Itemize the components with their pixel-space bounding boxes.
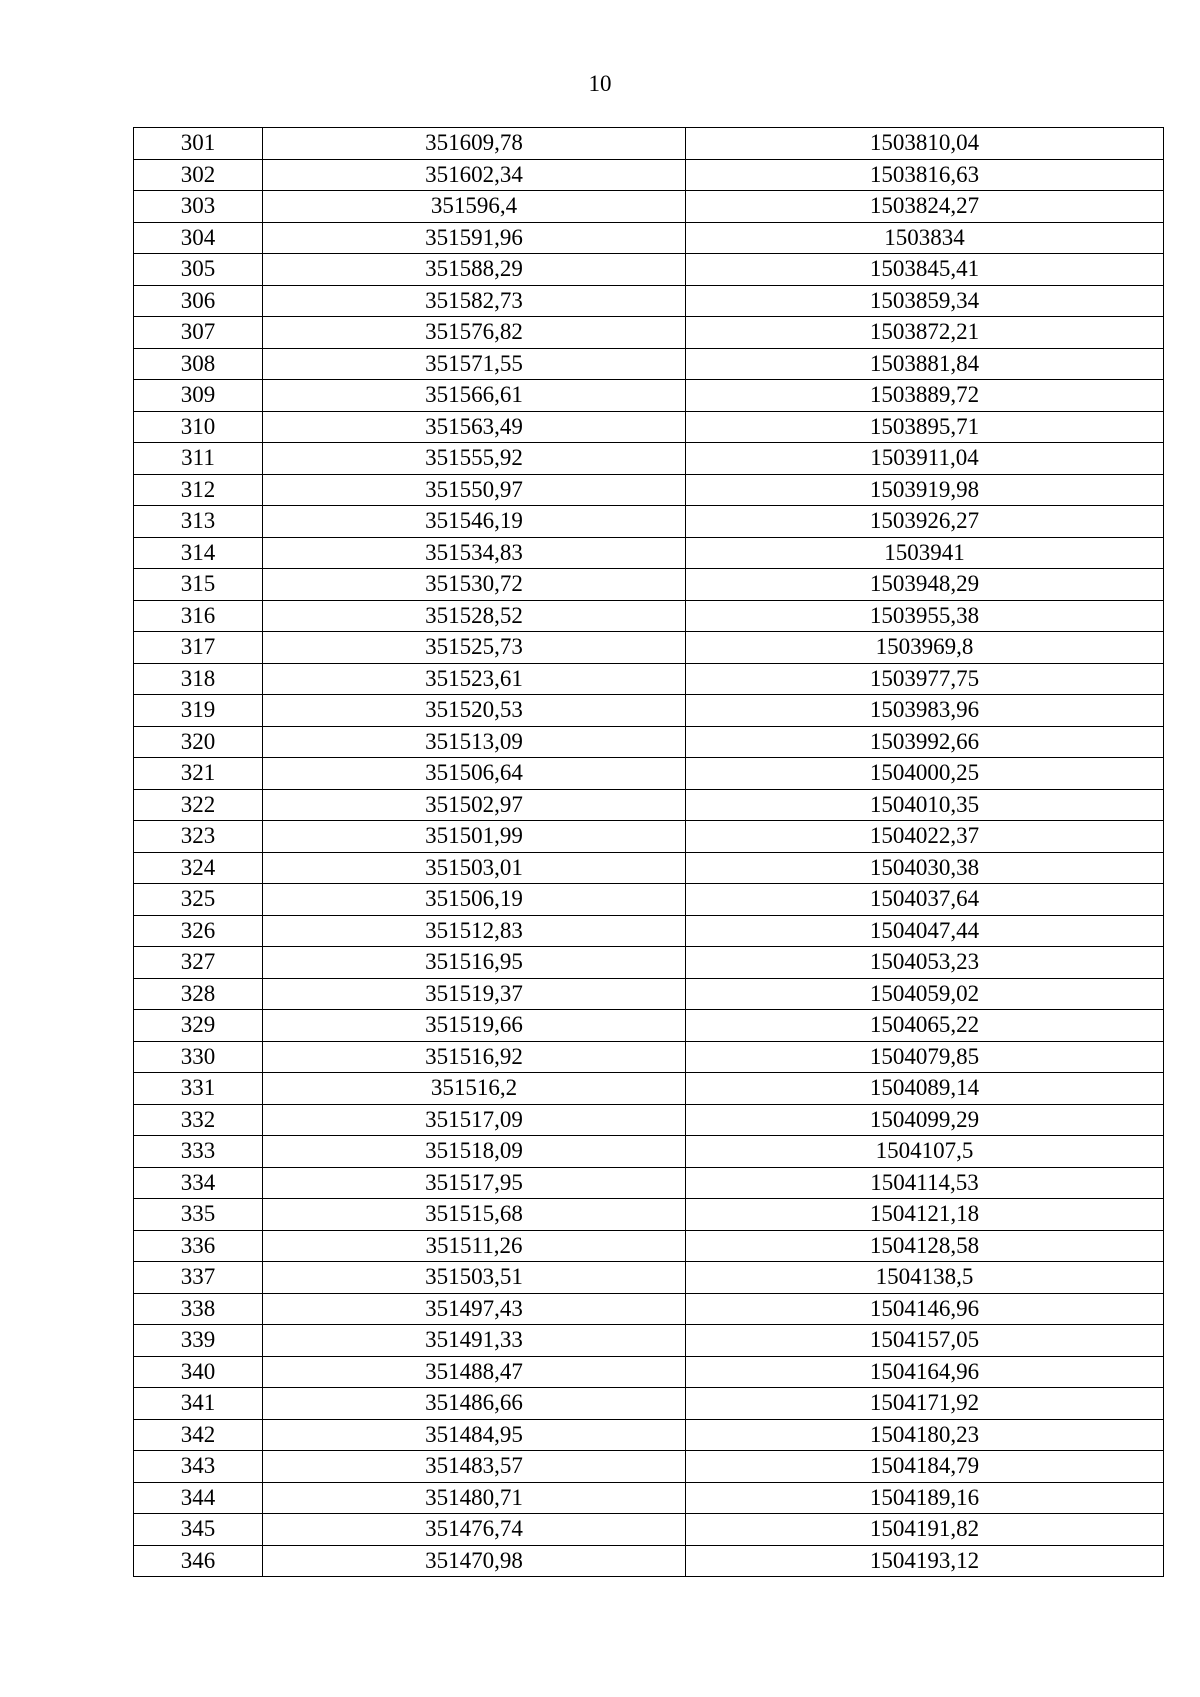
- x-coordinate-cell: 351516,95: [263, 947, 686, 979]
- table-row: [134, 600, 1164, 632]
- point-number-cell: 329: [134, 1010, 263, 1042]
- table-row: [134, 254, 1164, 286]
- point-number-cell: 310: [134, 411, 263, 443]
- x-coordinate-cell: 351476,74: [263, 1514, 686, 1546]
- x-coordinate-cell: 351488,47: [263, 1356, 686, 1388]
- table-row: [134, 443, 1164, 475]
- table-row: [134, 726, 1164, 758]
- point-number-cell: 343: [134, 1451, 263, 1483]
- point-number-cell: 332: [134, 1104, 263, 1136]
- y-coordinate-cell: 1503911,04: [686, 443, 1164, 475]
- x-coordinate-cell: 351516,2: [263, 1073, 686, 1105]
- y-coordinate-cell: 1504065,22: [686, 1010, 1164, 1042]
- point-number-cell: 328: [134, 978, 263, 1010]
- x-coordinate-cell: 351555,92: [263, 443, 686, 475]
- x-coordinate-cell: 351596,4: [263, 191, 686, 223]
- point-number-cell: 325: [134, 884, 263, 916]
- x-coordinate-cell: 351528,52: [263, 600, 686, 632]
- table-row: [134, 1136, 1164, 1168]
- x-coordinate-cell: 351480,71: [263, 1482, 686, 1514]
- table-row: [134, 317, 1164, 349]
- point-number-cell: 326: [134, 915, 263, 947]
- table-row: [134, 632, 1164, 664]
- point-number-cell: 312: [134, 474, 263, 506]
- point-number-cell: 336: [134, 1230, 263, 1262]
- table-row: [134, 1041, 1164, 1073]
- y-coordinate-cell: 1503926,27: [686, 506, 1164, 538]
- point-number-cell: 323: [134, 821, 263, 853]
- x-coordinate-cell: 351506,64: [263, 758, 686, 790]
- y-coordinate-cell: 1504107,5: [686, 1136, 1164, 1168]
- table-row: [134, 789, 1164, 821]
- table-row: [134, 663, 1164, 695]
- table-row: [134, 821, 1164, 853]
- y-coordinate-cell: 1504000,25: [686, 758, 1164, 790]
- x-coordinate-cell: 351513,09: [263, 726, 686, 758]
- point-number-cell: 331: [134, 1073, 263, 1105]
- table-row: [134, 884, 1164, 916]
- x-coordinate-cell: 351470,98: [263, 1545, 686, 1577]
- y-coordinate-cell: 1504184,79: [686, 1451, 1164, 1483]
- point-number-cell: 305: [134, 254, 263, 286]
- x-coordinate-cell: 351523,61: [263, 663, 686, 695]
- point-number-cell: 316: [134, 600, 263, 632]
- x-coordinate-cell: 351534,83: [263, 537, 686, 569]
- point-number-cell: 317: [134, 632, 263, 664]
- point-number-cell: 327: [134, 947, 263, 979]
- x-coordinate-cell: 351516,92: [263, 1041, 686, 1073]
- y-coordinate-cell: 1504157,05: [686, 1325, 1164, 1357]
- y-coordinate-cell: 1503872,21: [686, 317, 1164, 349]
- x-coordinate-cell: 351550,97: [263, 474, 686, 506]
- table-row: [134, 159, 1164, 191]
- x-coordinate-cell: 351609,78: [263, 128, 686, 160]
- point-number-cell: 346: [134, 1545, 263, 1577]
- x-coordinate-cell: 351503,01: [263, 852, 686, 884]
- table-row: [134, 852, 1164, 884]
- point-number-cell: 309: [134, 380, 263, 412]
- table-row: [134, 222, 1164, 254]
- table-row: [134, 1073, 1164, 1105]
- x-coordinate-cell: 351546,19: [263, 506, 686, 538]
- point-number-cell: 306: [134, 285, 263, 317]
- point-number-cell: 302: [134, 159, 263, 191]
- y-coordinate-cell: 1503977,75: [686, 663, 1164, 695]
- table-row: [134, 128, 1164, 160]
- y-coordinate-cell: 1504138,5: [686, 1262, 1164, 1294]
- y-coordinate-cell: 1504180,23: [686, 1419, 1164, 1451]
- table-row: [134, 1010, 1164, 1042]
- y-coordinate-cell: 1504047,44: [686, 915, 1164, 947]
- point-number-cell: 304: [134, 222, 263, 254]
- x-coordinate-cell: 351503,51: [263, 1262, 686, 1294]
- point-number-cell: 339: [134, 1325, 263, 1357]
- table-row: [134, 758, 1164, 790]
- y-coordinate-cell: 1504037,64: [686, 884, 1164, 916]
- y-coordinate-cell: 1503816,63: [686, 159, 1164, 191]
- page-number: 10: [588, 71, 612, 96]
- table-row: [134, 1482, 1164, 1514]
- x-coordinate-cell: 351515,68: [263, 1199, 686, 1231]
- point-number-cell: 322: [134, 789, 263, 821]
- table-row: [134, 506, 1164, 538]
- x-coordinate-cell: 351501,99: [263, 821, 686, 853]
- y-coordinate-cell: 1503845,41: [686, 254, 1164, 286]
- point-number-cell: 321: [134, 758, 263, 790]
- point-number-cell: 340: [134, 1356, 263, 1388]
- coordinates-table: [133, 127, 1164, 1577]
- y-coordinate-cell: 1504191,82: [686, 1514, 1164, 1546]
- table-row: [134, 1230, 1164, 1262]
- table-row: [134, 1325, 1164, 1357]
- x-coordinate-cell: 351530,72: [263, 569, 686, 601]
- point-number-cell: 333: [134, 1136, 263, 1168]
- y-coordinate-cell: 1503834: [686, 222, 1164, 254]
- point-number-cell: 342: [134, 1419, 263, 1451]
- y-coordinate-cell: 1504059,02: [686, 978, 1164, 1010]
- x-coordinate-cell: 351512,83: [263, 915, 686, 947]
- x-coordinate-cell: 351502,97: [263, 789, 686, 821]
- y-coordinate-cell: 1504010,35: [686, 789, 1164, 821]
- x-coordinate-cell: 351566,61: [263, 380, 686, 412]
- point-number-cell: 334: [134, 1167, 263, 1199]
- y-coordinate-cell: 1503941: [686, 537, 1164, 569]
- point-number-cell: 341: [134, 1388, 263, 1420]
- x-coordinate-cell: 351591,96: [263, 222, 686, 254]
- point-number-cell: 307: [134, 317, 263, 349]
- y-coordinate-cell: 1504189,16: [686, 1482, 1164, 1514]
- y-coordinate-cell: 1504193,12: [686, 1545, 1164, 1577]
- x-coordinate-cell: 351582,73: [263, 285, 686, 317]
- table-row: [134, 1104, 1164, 1136]
- point-number-cell: 330: [134, 1041, 263, 1073]
- coordinates-table-body: [134, 128, 1164, 1577]
- x-coordinate-cell: 351519,66: [263, 1010, 686, 1042]
- point-number-cell: 318: [134, 663, 263, 695]
- y-coordinate-cell: 1504121,18: [686, 1199, 1164, 1231]
- table-row: [134, 1514, 1164, 1546]
- x-coordinate-cell: 351517,95: [263, 1167, 686, 1199]
- x-coordinate-cell: 351511,26: [263, 1230, 686, 1262]
- table-row: [134, 947, 1164, 979]
- x-coordinate-cell: 351518,09: [263, 1136, 686, 1168]
- table-row: [134, 380, 1164, 412]
- x-coordinate-cell: 351497,43: [263, 1293, 686, 1325]
- table-row: [134, 978, 1164, 1010]
- point-number-cell: 337: [134, 1262, 263, 1294]
- table-row: [134, 474, 1164, 506]
- table-row: [134, 1419, 1164, 1451]
- y-coordinate-cell: 1503889,72: [686, 380, 1164, 412]
- table-row: [134, 537, 1164, 569]
- y-coordinate-cell: 1504079,85: [686, 1041, 1164, 1073]
- x-coordinate-cell: 351525,73: [263, 632, 686, 664]
- y-coordinate-cell: 1503992,66: [686, 726, 1164, 758]
- point-number-cell: 315: [134, 569, 263, 601]
- x-coordinate-cell: 351576,82: [263, 317, 686, 349]
- table-row: [134, 1262, 1164, 1294]
- y-coordinate-cell: 1504128,58: [686, 1230, 1164, 1262]
- y-coordinate-cell: 1504099,29: [686, 1104, 1164, 1136]
- point-number-cell: 319: [134, 695, 263, 727]
- table-row: [134, 1293, 1164, 1325]
- y-coordinate-cell: 1504164,96: [686, 1356, 1164, 1388]
- y-coordinate-cell: 1504053,23: [686, 947, 1164, 979]
- table-row: [134, 915, 1164, 947]
- point-number-cell: 314: [134, 537, 263, 569]
- table-row: [134, 1545, 1164, 1577]
- x-coordinate-cell: 351491,33: [263, 1325, 686, 1357]
- x-coordinate-cell: 351519,37: [263, 978, 686, 1010]
- point-number-cell: 320: [134, 726, 263, 758]
- y-coordinate-cell: 1503859,34: [686, 285, 1164, 317]
- point-number-cell: 313: [134, 506, 263, 538]
- y-coordinate-cell: 1504171,92: [686, 1388, 1164, 1420]
- y-coordinate-cell: 1504089,14: [686, 1073, 1164, 1105]
- table-row: [134, 1199, 1164, 1231]
- table-row: [134, 1451, 1164, 1483]
- table-row: [134, 348, 1164, 380]
- y-coordinate-cell: 1503824,27: [686, 191, 1164, 223]
- table-row: [134, 1356, 1164, 1388]
- y-coordinate-cell: 1503881,84: [686, 348, 1164, 380]
- y-coordinate-cell: 1503810,04: [686, 128, 1164, 160]
- point-number-cell: 324: [134, 852, 263, 884]
- y-coordinate-cell: 1503895,71: [686, 411, 1164, 443]
- y-coordinate-cell: 1504146,96: [686, 1293, 1164, 1325]
- table-row: [134, 569, 1164, 601]
- y-coordinate-cell: 1503955,38: [686, 600, 1164, 632]
- x-coordinate-cell: 351517,09: [263, 1104, 686, 1136]
- point-number-cell: 344: [134, 1482, 263, 1514]
- table-row: [134, 1167, 1164, 1199]
- y-coordinate-cell: 1504022,37: [686, 821, 1164, 853]
- table-row: [134, 191, 1164, 223]
- point-number-cell: 301: [134, 128, 263, 160]
- y-coordinate-cell: 1504030,38: [686, 852, 1164, 884]
- table-row: [134, 411, 1164, 443]
- table-row: [134, 285, 1164, 317]
- point-number-cell: 308: [134, 348, 263, 380]
- y-coordinate-cell: 1504114,53: [686, 1167, 1164, 1199]
- x-coordinate-cell: 351571,55: [263, 348, 686, 380]
- point-number-cell: 335: [134, 1199, 263, 1231]
- y-coordinate-cell: 1503983,96: [686, 695, 1164, 727]
- y-coordinate-cell: 1503948,29: [686, 569, 1164, 601]
- x-coordinate-cell: 351520,53: [263, 695, 686, 727]
- x-coordinate-cell: 351588,29: [263, 254, 686, 286]
- x-coordinate-cell: 351602,34: [263, 159, 686, 191]
- x-coordinate-cell: 351506,19: [263, 884, 686, 916]
- table-row: [134, 1388, 1164, 1420]
- point-number-cell: 311: [134, 443, 263, 475]
- point-number-cell: 338: [134, 1293, 263, 1325]
- x-coordinate-cell: 351484,95: [263, 1419, 686, 1451]
- y-coordinate-cell: 1503919,98: [686, 474, 1164, 506]
- table-row: [134, 695, 1164, 727]
- x-coordinate-cell: 351483,57: [263, 1451, 686, 1483]
- x-coordinate-cell: 351563,49: [263, 411, 686, 443]
- point-number-cell: 345: [134, 1514, 263, 1546]
- point-number-cell: 303: [134, 191, 263, 223]
- y-coordinate-cell: 1503969,8: [686, 632, 1164, 664]
- x-coordinate-cell: 351486,66: [263, 1388, 686, 1420]
